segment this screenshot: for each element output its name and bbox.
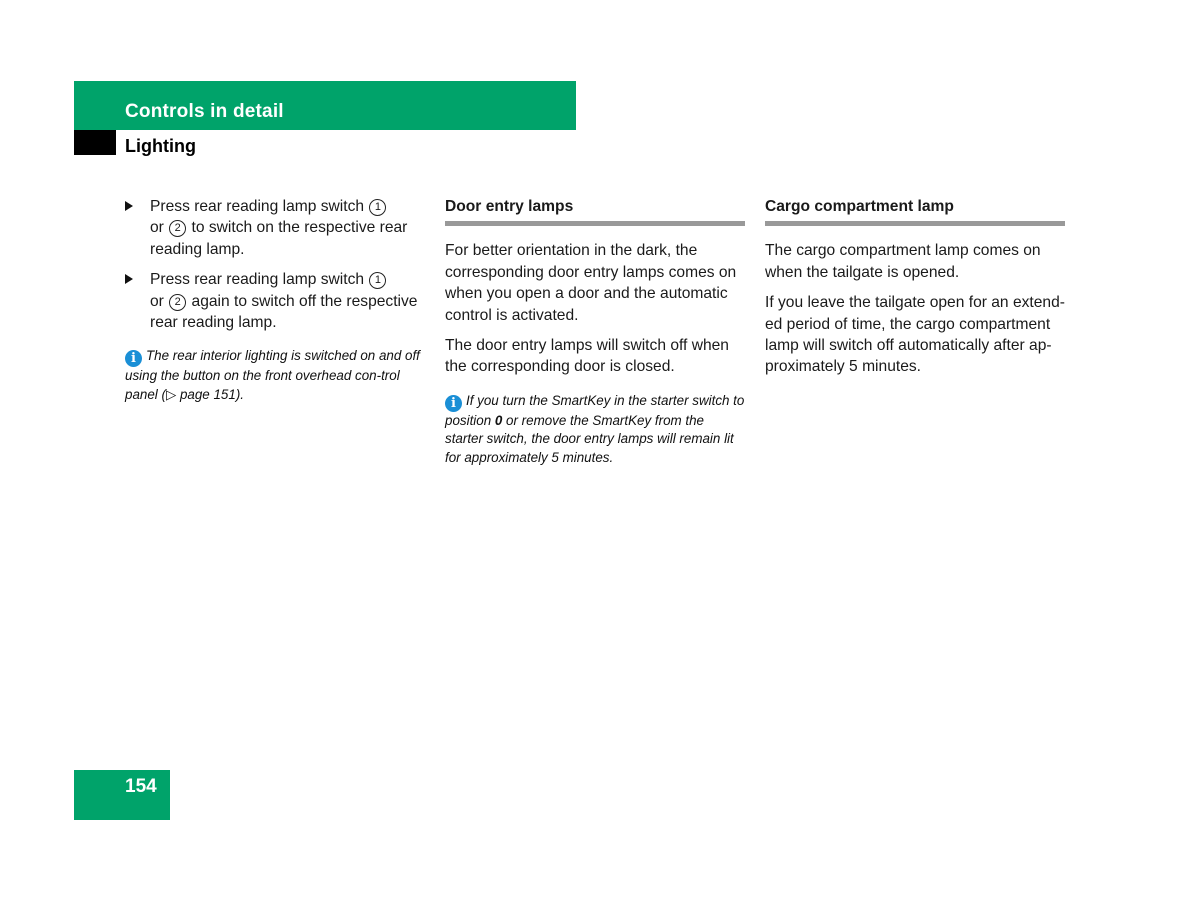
note-text: If you turn the SmartKey in the starter switch to position — [445, 392, 745, 428]
section-title: Lighting — [125, 136, 196, 156]
note-position-value: 0 — [494, 412, 503, 428]
info-icon: i — [445, 395, 462, 412]
column-cargo-compartment-lamp — [765, 196, 1065, 387]
heading-cargo-compartment-lamp: Cargo compartment lamp — [765, 196, 1065, 226]
triangle-bullet-icon — [125, 201, 133, 211]
step-text: again to switch off the respective rear reading lamp. — [150, 292, 418, 332]
instruction-step-switch-on — [125, 196, 425, 260]
page-number-box — [74, 770, 170, 820]
paragraph: If you leave the tailgate open for an extend-ed period of time, the cargo compartment lamp will switch off automatically after ap-proximately 5 minutes. — [765, 294, 1065, 376]
paragraph: The door entry lamps will switch off when the corresponding door is closed. — [445, 337, 729, 376]
switch-1-icon: 1 — [369, 199, 386, 216]
triangle-bullet-icon — [125, 274, 133, 284]
step-text: or — [150, 292, 169, 310]
paragraph: For better orientation in the dark, the corresponding door entry lamps comes on when you open a door and the automatic control is activated. — [445, 242, 737, 324]
section-tab-marker — [74, 130, 116, 155]
switch-2-icon: 2 — [169, 294, 186, 311]
switch-2-icon: 2 — [169, 220, 186, 237]
chapter-header-bar — [74, 81, 576, 130]
step-text: or — [150, 219, 169, 237]
column-rear-reading-lamps — [125, 196, 425, 405]
info-note-smartkey — [445, 392, 745, 468]
paragraph: The cargo compartment lamp comes on when the tailgate is opened. — [765, 242, 1041, 281]
step-text: Press rear reading lamp switch — [150, 198, 369, 215]
heading-door-entry-lamps: Door entry lamps — [445, 196, 745, 226]
instruction-step-switch-off — [125, 269, 425, 333]
info-icon: i — [125, 350, 142, 367]
step-text: to switch on the respective rear reading lamp. — [150, 219, 408, 258]
chapter-title: Controls in detail — [125, 101, 284, 122]
column-door-entry-lamps — [445, 196, 745, 468]
switch-1-icon: 1 — [369, 272, 386, 289]
page-number: 154 — [125, 776, 157, 797]
note-text: or remove the SmartKey from the starter switch, the door entry lamps will remain lit for approximately 5 minutes. — [445, 412, 734, 466]
note-text: The rear interior lighting is switched on and off using the button on the front overhead con-trol panel (▷ page 151). — [125, 348, 420, 403]
info-note-rear-lighting — [125, 347, 425, 404]
step-text: Press rear reading lamp switch — [150, 271, 369, 289]
